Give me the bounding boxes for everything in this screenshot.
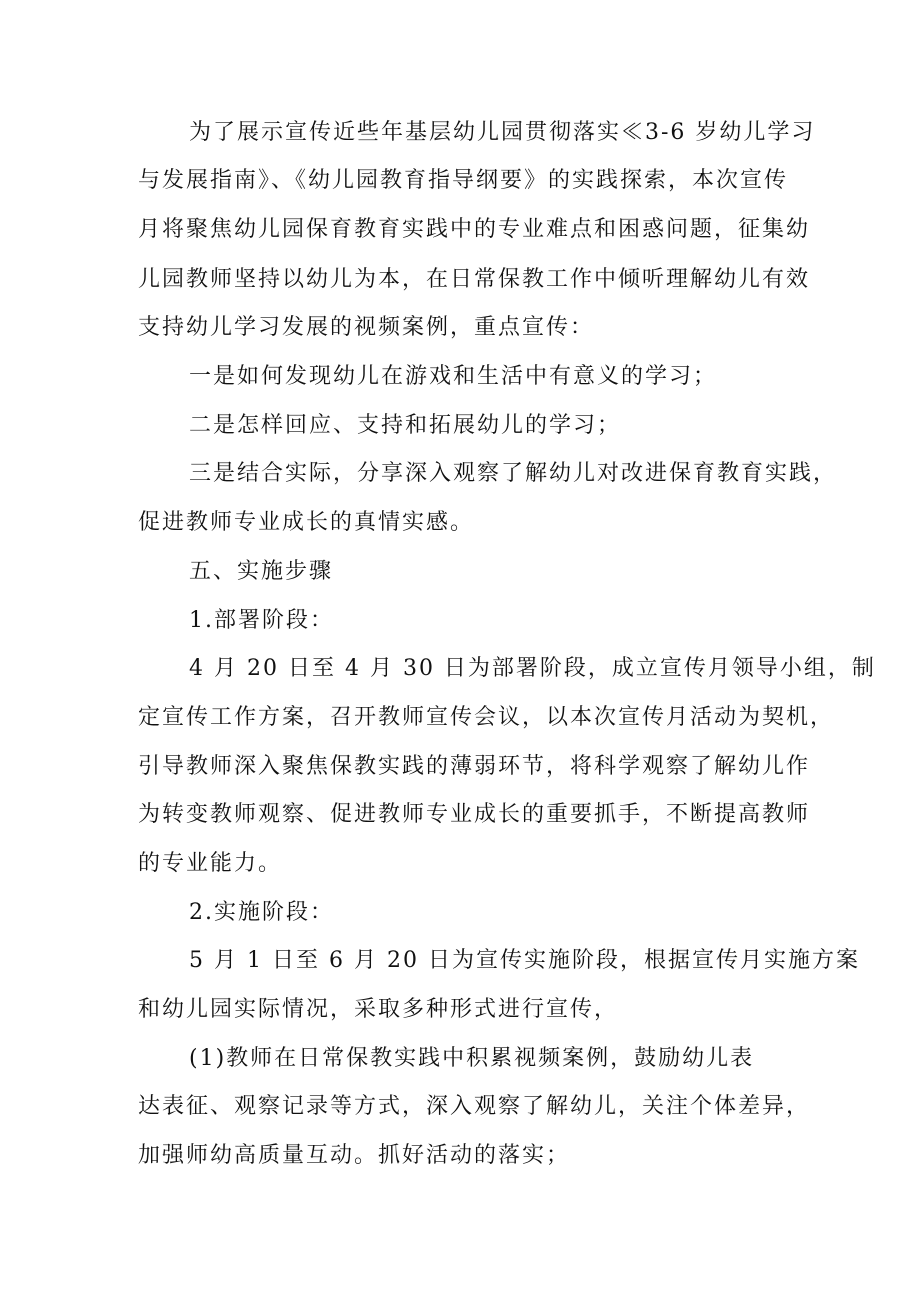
point-1-line-1: 一是如何发现幼儿在游戏和生活中有意义的学习； bbox=[189, 364, 718, 389]
stage-1-line-4: 为转变教师观察、促进教师专业成长的重要抓手，不断提高教师 bbox=[138, 802, 811, 827]
stage-1-line-1: 4 月 20 日至 4 月 30 日为部署阶段，成立宣传月领导小组，制 bbox=[189, 656, 876, 681]
intro-line-5: 支持幼儿学习发展的视频案例，重点宣传： bbox=[138, 315, 595, 340]
point-2-line-1: 二是怎样回应、支持和拓展幼儿的学习； bbox=[189, 413, 622, 438]
intro-line-4: 儿园教师坚持以幼儿为本，在日常保教工作中倾听理解幼儿有效 bbox=[138, 267, 811, 292]
point-3-line-1: 三是结合实际，分享深入观察了解幼儿对改进保育教育实践， bbox=[189, 461, 838, 486]
intro-line-3: 月将聚焦幼儿园保育教育实践中的专业难点和困惑问题，征集幼 bbox=[138, 217, 811, 242]
section-heading: 五、实施步骤 bbox=[189, 559, 334, 584]
stage-2-line-1: 5 月 1 日至 6 月 20 日为宣传实施阶段，根据宣传月实施方案 bbox=[189, 948, 860, 973]
stage-1-line-3: 引导教师深入聚焦保教实践的薄弱环节，将科学观察了解幼儿作 bbox=[138, 754, 811, 779]
item-1-line-1: (1)教师在日常保教实践中积累视频案例，鼓励幼儿表 bbox=[189, 1046, 755, 1071]
point-3-line-2: 促进教师专业成长的真情实感。 bbox=[138, 510, 475, 535]
stage-2-heading: 2.实施阶段： bbox=[189, 900, 334, 925]
stage-1-line-2: 定宣传工作方案，召开教师宣传会议，以本次宣传月活动为契机， bbox=[138, 705, 835, 730]
stage-1-line-5: 的专业能力。 bbox=[138, 851, 283, 876]
intro-line-1: 为了展示宣传近些年基层幼儿园贯彻落实≪3-6 岁幼儿学习 bbox=[189, 120, 816, 145]
item-1-line-2: 达表征、观察记录等方式，深入观察了解幼儿，关注个体差异， bbox=[138, 1094, 811, 1119]
item-1-line-3: 加强师幼高质量互动。抓好活动的落实； bbox=[138, 1143, 571, 1168]
intro-line-2: 与发展指南》、《幼儿园教育指导纲要》的实践探索，本次宣传 bbox=[138, 168, 789, 193]
stage-2-line-2: 和幼儿园实际情况，采取多种形式进行宣传， bbox=[138, 997, 619, 1022]
stage-1-heading: 1.部署阶段： bbox=[189, 608, 334, 633]
